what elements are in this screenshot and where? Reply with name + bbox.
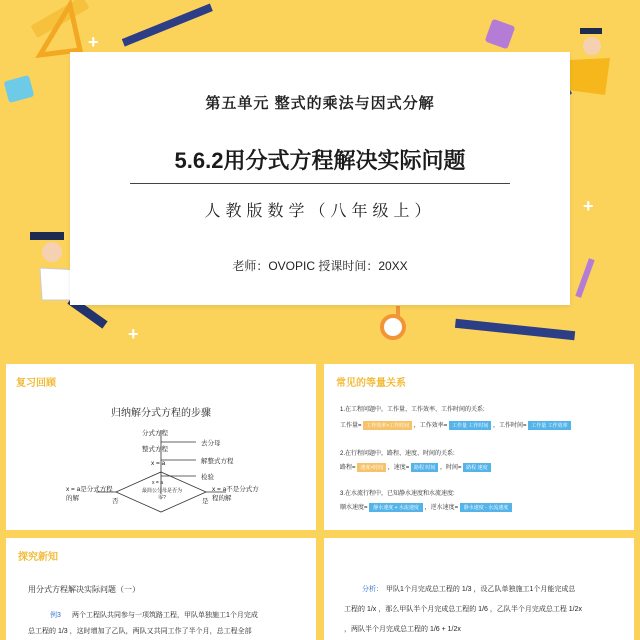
flow-label-remove-denominator: 去分母 <box>201 440 221 447</box>
flow-right-result: x = a不是分式方程的解 <box>212 486 259 502</box>
flow-node-x2: x = a <box>152 480 163 486</box>
relation-item-2: 2.在行程问题中，路程、速度、时间的关系: <box>340 451 455 457</box>
section-heading: 复习回顾 <box>16 378 56 389</box>
slide-thumbnail-analysis[interactable] <box>324 538 634 640</box>
plus-icon: + <box>88 32 99 52</box>
section-heading: 常见的等量关系 <box>336 378 406 389</box>
flow-yes: 是 <box>202 498 209 505</box>
slide-thumbnail-relations[interactable] <box>324 364 634 530</box>
analysis-label: 分析： <box>362 586 383 593</box>
analysis-line-3: ，两队半个月完成总工程的 1/6 + 1/2x <box>344 626 461 633</box>
flow-node-x: x = a <box>151 460 166 467</box>
example-label: 例3 <box>50 612 61 619</box>
flow-label-solve: 解整式方程 <box>201 458 234 465</box>
slide-thumbnail-review[interactable] <box>6 364 316 530</box>
flow-question: 最简公分母是否为零? <box>141 488 182 501</box>
teacher-and-date: 老师：OVOPIC 授课时间：20XX <box>232 259 408 273</box>
lesson-title: 5.6.2用分式方程解决实际问题 <box>174 148 466 173</box>
example-text-1: 两个工程队共同参与一项筑路工程，甲队单独施工1个月完成 <box>72 612 258 619</box>
magnifier-icon <box>382 306 404 338</box>
analysis-line-2: 工程的 1/x ，那么甲队半个月完成总工程的 1/6 ，乙队半个月完成总工程 1/2x <box>344 606 583 613</box>
flow-title: 归纳解分式方程的步骤 <box>111 408 211 419</box>
plus-icon: + <box>128 324 139 344</box>
explore-title: 用分式方程解决实际问题（一） <box>28 585 140 594</box>
relation-line-1: 工作量= 工作效率×工作时间 ，工作效率= 工作量 工作时间 ，工作时间= 工作量 工作效率 <box>340 420 571 430</box>
relation-line-2: 路程= 速度×时间 ，速度= 路程 时间 ，时间= 路程 速度 <box>340 462 491 472</box>
flow-node-polynomial: 整式方程 <box>142 446 168 453</box>
envelope-icon <box>4 75 35 103</box>
flow-node-equation: 分式方程 <box>142 430 168 437</box>
relation-item-1: 1.在工程问题中，工作量、工作效率、工作时间的关系: <box>340 407 485 413</box>
pencil-icon <box>455 319 575 340</box>
analysis-line-1: 甲队1个月完成总工程的 1/3 ，设乙队单独施工1个月能完成总 <box>386 586 576 593</box>
slide-thumbnail-explore[interactable] <box>6 538 316 640</box>
flowchart <box>6 422 316 522</box>
title-divider <box>130 183 510 184</box>
unit-title: 第五单元 整式的乘法与因式分解 <box>205 95 435 112</box>
title-card <box>70 52 570 305</box>
flow-no: 否 <box>112 498 119 505</box>
relation-line-3: 顺水速度= 静水速度 + 水流速度 ，逆水速度= 静水速度 - 水流速度 <box>340 502 512 512</box>
textbook-edition: 人教版数学（八年级上） <box>204 203 436 220</box>
gift-icon <box>485 19 516 50</box>
flow-left-result: x = a是分式方程的解 <box>66 486 113 502</box>
pencil-icon <box>122 4 213 47</box>
flow-label-check: 检验 <box>201 474 214 481</box>
plus-icon: + <box>583 196 594 216</box>
section-heading: 探究新知 <box>18 552 58 563</box>
relation-item-3: 3.在水流行程中，已知静水速度和水流速度: <box>340 491 455 497</box>
brush-icon <box>575 258 594 298</box>
example-text-2: 总工程的 1/3 ，这时增加了乙队，两队又共同工作了半个月，总工程全部 <box>28 628 252 635</box>
